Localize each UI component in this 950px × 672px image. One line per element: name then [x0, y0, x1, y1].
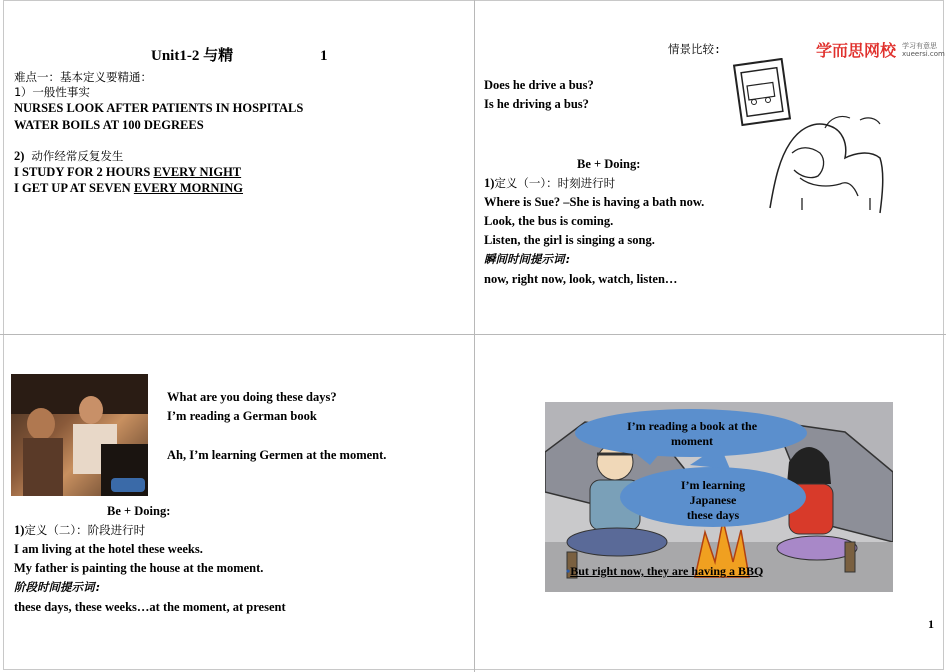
slide2-example1: Where is Sue? –She is having a bath now.	[484, 195, 705, 209]
slide3-def-num: 1)	[14, 523, 25, 537]
slide1-title: Unit1-2 与精	[151, 48, 234, 64]
logo-sub2: xueersi.com	[902, 50, 945, 58]
item1-label	[14, 85, 90, 100]
horizontal-divider	[0, 334, 946, 335]
scene-compare-label: 情景比较:	[668, 42, 721, 56]
item2-line2	[14, 181, 243, 196]
students-photo-art	[11, 374, 148, 496]
dialog-line1: What are you doing these days?	[167, 390, 337, 404]
slide3-example2: My father is painting the house at the moment.	[14, 561, 264, 575]
item2-line1	[14, 165, 241, 180]
slide1-number: 1	[320, 48, 328, 64]
bus-driver-drawing	[730, 58, 890, 218]
vertical-divider	[474, 0, 475, 672]
slide2-def-text: 定义（一）：时刻进行时	[494, 176, 616, 190]
page-number: 1	[928, 617, 934, 631]
bubble2-line1: I’m learning	[680, 478, 746, 492]
slide1-heading: 难点一：基本定义要精通：	[14, 70, 152, 84]
bubble2-line2: Japanese	[689, 493, 737, 507]
bubble1-text: I’m reading a book at the moment	[626, 419, 758, 448]
slide3-def-text: 定义（二）：阶段进行时	[24, 523, 146, 537]
item2-line2-b: EVERY MORNING	[133, 181, 244, 195]
item1-label-text: 1）一般性事实	[14, 85, 90, 99]
bubble2-line3: these days	[686, 508, 740, 522]
question-b: Is he driving a bus?	[484, 97, 589, 111]
slide3-definition	[14, 523, 145, 538]
logo-sub1: 学习有意思	[902, 42, 937, 50]
students-photo	[11, 374, 148, 496]
item2-line1-b: EVERY NIGHT	[153, 165, 242, 179]
slide2-def-num: 1)	[484, 176, 495, 190]
slide3-form: Be + Doing:	[107, 504, 171, 518]
bbq-caption	[566, 564, 763, 579]
xueersi-logo: 学而思网校	[816, 41, 897, 60]
item2-line2-a: I GET UP AT SEVEN	[14, 181, 134, 195]
caption-bullet: •	[566, 564, 571, 578]
caption-text: But right now, they are having a BBQ	[570, 564, 764, 578]
xueersi-logo-sub	[902, 42, 945, 58]
question-a: Does he drive a bus?	[484, 78, 594, 92]
item2-line1-a: I STUDY FOR 2 HOURS	[14, 165, 154, 179]
slide3-example1: I am living at the hotel these weeks.	[14, 542, 203, 556]
item2-label	[14, 149, 123, 164]
slide2-example3: Listen, the girl is singing a song.	[484, 233, 655, 247]
slide3-hint: 阶段时间提示词:	[14, 580, 102, 594]
dialog-line2: I’m reading a German book	[167, 409, 317, 423]
dialog-line3: Ah, I’m learning Germen at the moment.	[167, 448, 387, 462]
slide2-definition	[484, 176, 615, 191]
slide2-hint: 瞬间时间提示词:	[484, 252, 572, 266]
slide2-example2: Look, the bus is coming.	[484, 214, 614, 228]
item1-line2: WATER BOILS AT 100 DEGREES	[14, 118, 204, 132]
item2-label-text: 动作经常反复发生	[24, 149, 124, 163]
slide2-form: Be + Doing:	[577, 157, 641, 171]
bubble2-text	[650, 478, 776, 523]
slide3-hint-words: these days, these weeks…at the moment, at present	[14, 600, 286, 614]
item1-line1: NURSES LOOK AFTER PATIENTS IN HOSPITALS	[14, 101, 304, 115]
item2-num: 2)	[14, 149, 25, 163]
slide2-hint-words: now, right now, look, watch, listen…	[484, 272, 678, 286]
